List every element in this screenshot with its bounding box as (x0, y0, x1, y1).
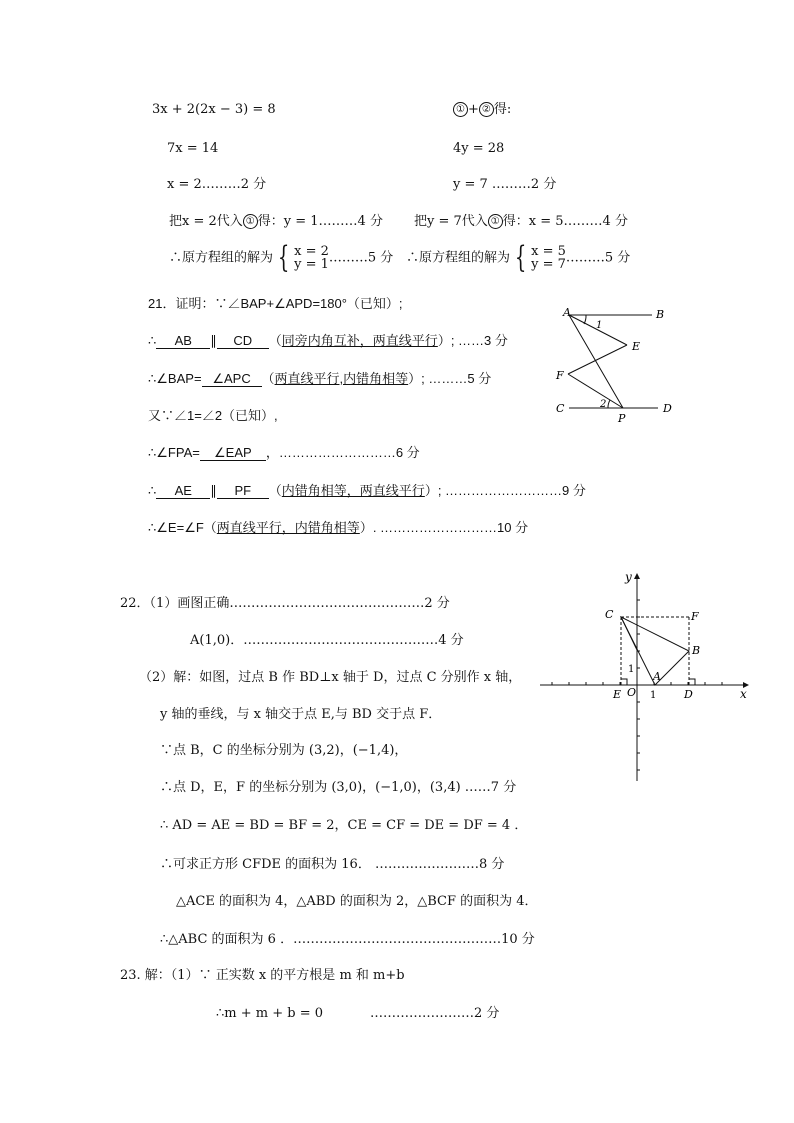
de: 得: (493, 102, 512, 117)
solution-left-score: ………5 分 (328, 250, 394, 266)
q21-line-7: ∴∠E=∠F（两直线平行，内错角相等）. ………………………10 分 (148, 520, 529, 535)
q21-line-3: ∴∠BAP= ∠APC （两直线平行,内错角相等）; ………5 分 (148, 371, 492, 386)
q22-line-8: ∴可求正方形 CFDE 的面积为 16． ……………………8 分 (160, 857, 505, 872)
q21-line-2: ∴ AB ∥ CD （同旁内角互补，两直线平行）; ……3 分 (148, 333, 508, 348)
plus: + (468, 102, 479, 117)
sub-right-c: 得：x = 5………4 分 (502, 214, 628, 229)
q23-line-1: 23. 解：（1）∵ 正实数 x 的平方根是 m 和 m+b (120, 968, 405, 983)
circle-2: ② (479, 102, 494, 117)
label-E: E (632, 340, 641, 353)
blank-cd: CD (217, 334, 269, 349)
right-angle-d (689, 679, 695, 685)
label-D: D (684, 688, 693, 701)
segment-ef (568, 345, 627, 374)
q21-line-4: 又∵∠1=∠2（已知）, (148, 408, 278, 423)
substitute-right (414, 214, 628, 230)
label-angle-1: 1 (596, 320, 603, 331)
eq-right-3 (453, 177, 556, 193)
label-P: P (618, 412, 626, 425)
reason-3: 两直线平行,内错角相等 (274, 371, 409, 386)
blank-eap: ∠EAP (200, 446, 266, 461)
y-axis-arrow (634, 573, 640, 579)
q23-line-2-score: ……………………2 分 (370, 1006, 500, 1021)
angle-1-arc (584, 315, 586, 324)
q22-line-5: ∵点 B，C 的坐标分别为 (3,2)，(−1,4)， (160, 743, 408, 758)
blank-pf: PF (217, 484, 269, 499)
system-right: x = 5 y = 7 (531, 244, 566, 272)
eq-right-3-y: y = 7 (453, 177, 488, 192)
label-C: C (605, 608, 614, 621)
segment-c-to-y (621, 617, 637, 650)
label-B: B (692, 644, 701, 657)
q22-line-1: 22．（1）画图正确………………………………………2 分 (120, 596, 450, 611)
label-angle-2: 2 (600, 399, 607, 410)
sub-left-a: 把x = 2代入 (169, 214, 243, 229)
eq-line-1: 3x + 2(2x − 3) = 8 (152, 102, 276, 117)
circle-1: ① (488, 214, 503, 229)
blank-ae: AE (156, 484, 210, 499)
label-one-y: 1 (628, 664, 635, 675)
sub-left-c: 得：y = 1………4 分 (257, 214, 383, 229)
reason-2: 同旁内角互补，两直线平行 (281, 333, 438, 348)
reason-6: 内错角相等，两直线平行 (281, 483, 425, 498)
eq-right-1 (453, 102, 511, 118)
label-A: A (563, 306, 571, 319)
q23-line-2: ∴m + m + b = 0 (216, 1006, 323, 1021)
right-angle-e (621, 679, 627, 685)
solution-right: ∴原方程组的解为 { x = 5 y = 7………5 分 (406, 240, 631, 275)
eq-right-3-score: ………2 分 (491, 177, 557, 192)
q21-line-1: 21．证明：∵∠BAP+∠APD=180°（已知）; (148, 296, 403, 311)
angle-2-arc (608, 400, 610, 408)
label-one-x: 1 (650, 690, 657, 701)
q22-line-10: ∴△ABC 的面积为 6 ．…………………………………………10 分 (160, 932, 535, 947)
q22-line-6: ∴点 D，E，F 的坐标分别为 (3,0)，(−1,0)，(3,4) ……7 分 (160, 780, 517, 795)
label-F: F (556, 369, 564, 382)
label-E: E (613, 688, 622, 701)
geometry-figure-21 (548, 302, 678, 427)
solution-left-label: ∴原方程组的解为 (169, 250, 274, 266)
blank-ab: AB (156, 334, 210, 349)
label-F: F (691, 610, 699, 623)
label-y: y (625, 570, 632, 584)
label-C: C (556, 402, 565, 415)
reason-7: 两直线平行，内错角相等 (216, 520, 360, 535)
label-x: x (740, 687, 747, 701)
system-left: x = 2 y = 1 (294, 244, 329, 272)
eq-line-3-score: ………2 分 (201, 177, 267, 192)
eq-line-3 (167, 177, 266, 193)
circle-1: ① (453, 102, 468, 117)
blank-apc: ∠APC (202, 372, 262, 387)
solution-left: ∴原方程组的解为 { x = 2 y = 1………5 分 (169, 240, 394, 275)
q22-line-3: （2）解：如图，过点 B 作 BD⊥x 轴于 D，过点 C 分别作 x 轴， (139, 670, 522, 685)
label-A: A (653, 670, 661, 683)
eq-right-2: 4y = 28 (453, 141, 505, 156)
solution-right-label: ∴原方程组的解为 (406, 250, 511, 266)
q21-line-6: ∴ AE ∥ PF （内错角相等，两直线平行）; ………………………9 分 (148, 483, 586, 498)
coordinate-figure-22 (536, 568, 752, 784)
q21-line-5: ∴∠FPA= ∠EAP ，………………………6 分 (148, 445, 420, 460)
substitute-left (169, 214, 383, 230)
q22-line-2: A(1,0)．………………………………………4 分 (190, 633, 464, 648)
eq-line-2: 7x = 14 (167, 141, 219, 156)
q22-line-9: △ACE 的面积为 4，△ABD 的面积为 2，△BCF 的面积为 4． (176, 894, 538, 909)
sub-right-a: 把y = 7代入 (414, 214, 488, 229)
label-B: B (656, 308, 665, 321)
segment-fp (568, 374, 623, 408)
label-O: O (627, 686, 637, 699)
q22-line-4: y 轴的垂线，与 x 轴交于点 E,与 BD 交于点 F． (160, 707, 442, 722)
solution-right-score: ………5 分 (565, 250, 631, 266)
eq-line-3-x: x = 2 (167, 177, 202, 192)
label-D: D (663, 402, 672, 415)
circle-1: ① (243, 214, 258, 229)
q22-line-7: ∴ AD = AE = BD = BF = 2，CE = CF = DE = DF = 4 ． (160, 818, 528, 833)
